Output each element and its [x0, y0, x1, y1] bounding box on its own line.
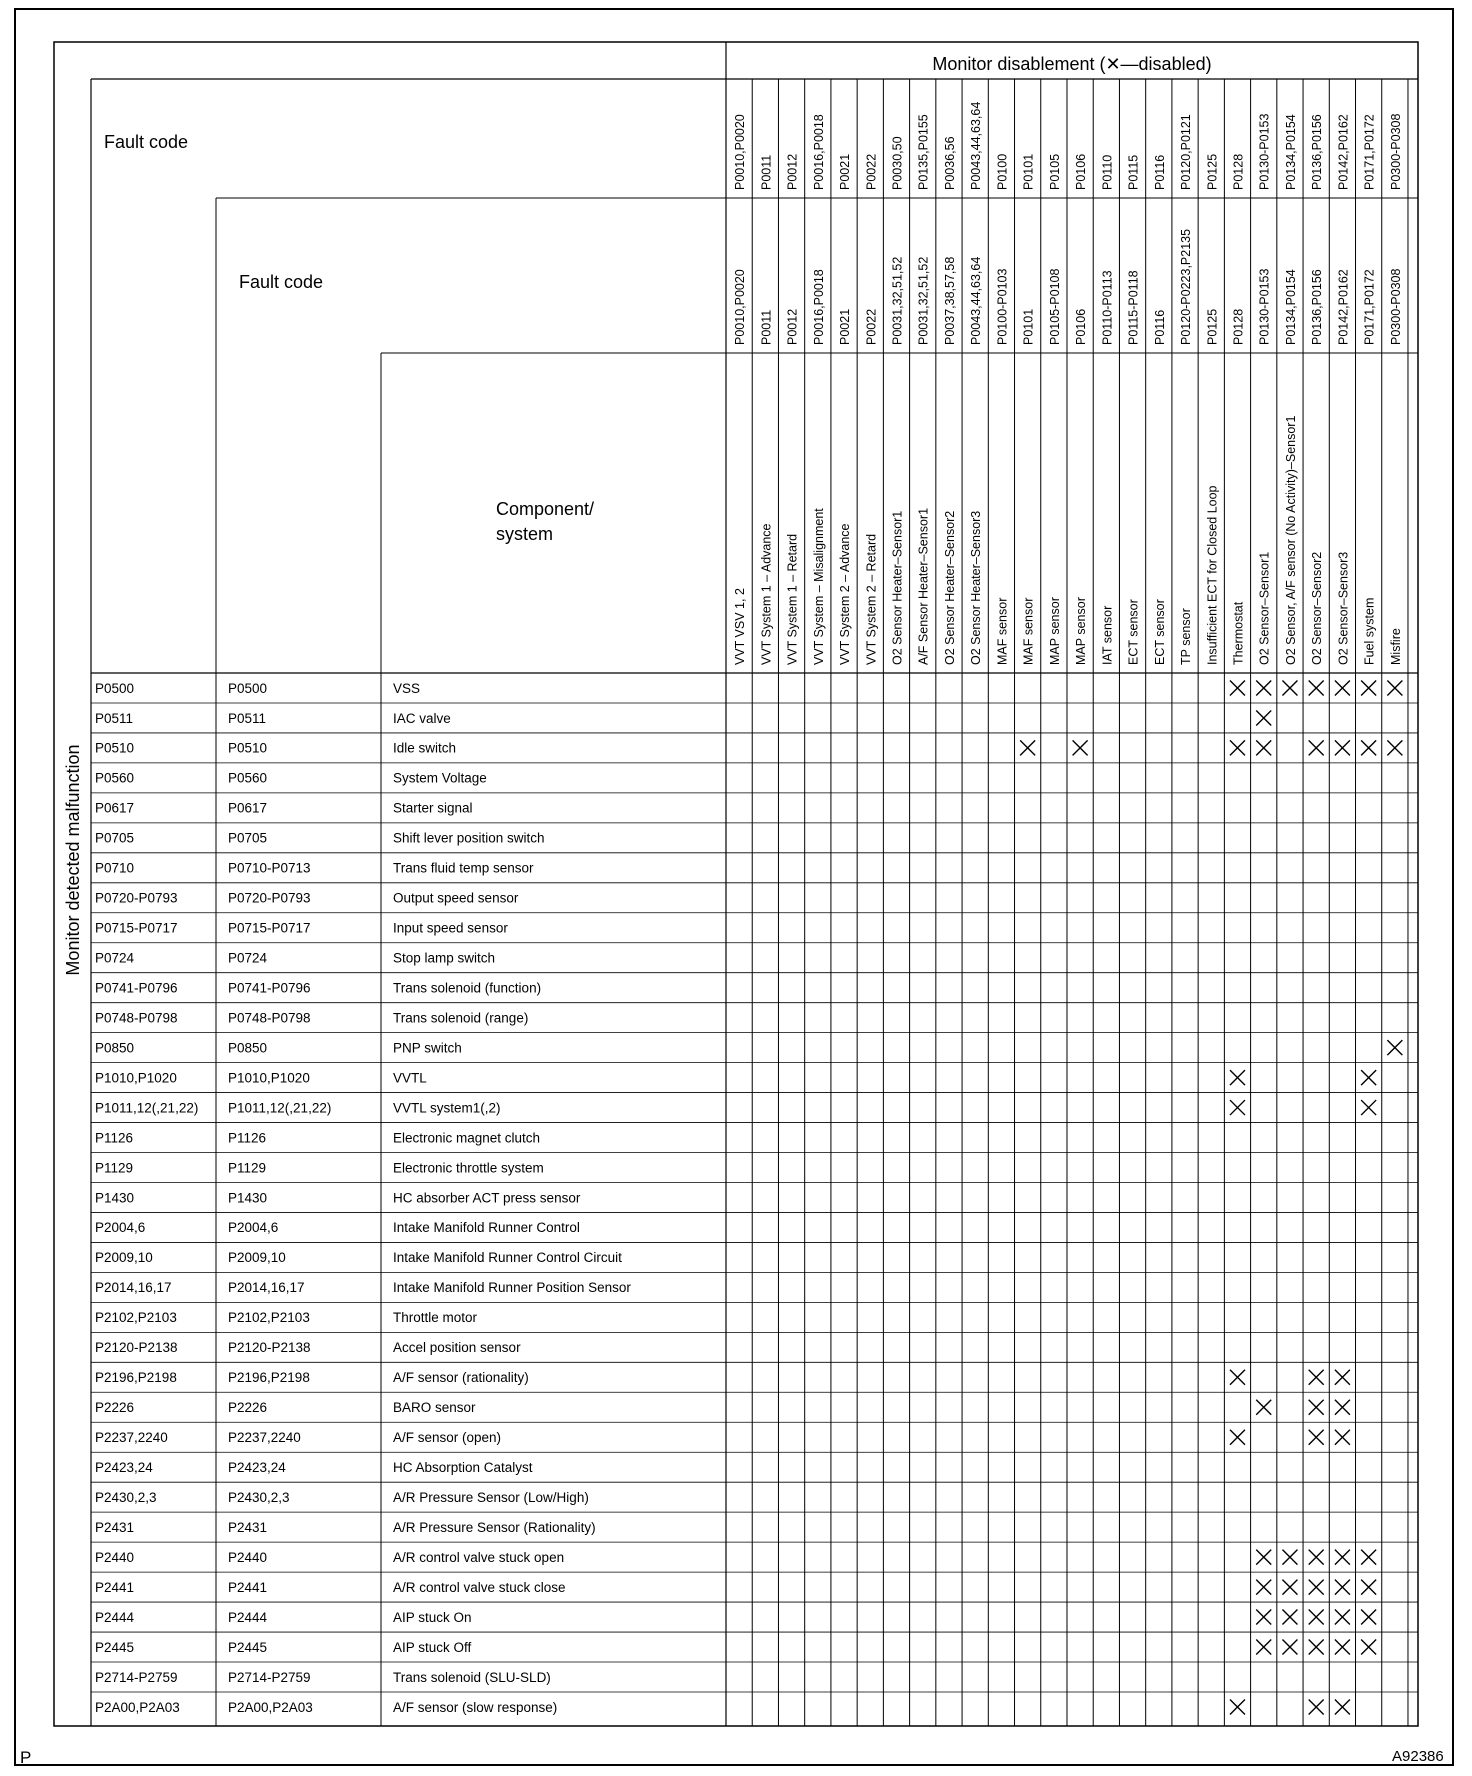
disabled-mark	[1361, 1580, 1376, 1595]
row-component: BARO sensor	[393, 1400, 476, 1416]
column-component-name: VVT VSV 1, 2	[733, 588, 748, 665]
row-component: Throttle motor	[393, 1310, 478, 1326]
column-mid-code: P0128	[1231, 308, 1246, 345]
column-top-code: P0130-P0153	[1257, 113, 1272, 190]
column-component-name: Insufficient ECT for Closed Loop	[1205, 485, 1220, 665]
row-fault-code: P0617	[95, 800, 135, 816]
column-component-name: O2 Sensor Heater–Sensor2	[942, 510, 957, 665]
column-component-name: TP sensor	[1179, 608, 1194, 665]
column-mid-code: P0134,P0154	[1283, 269, 1298, 345]
row-fault-code-detail: P0710-P0713	[228, 860, 311, 876]
row-component: AIP stuck Off	[393, 1639, 472, 1655]
column-component-name: ECT sensor	[1126, 599, 1141, 665]
disabled-mark	[1256, 710, 1271, 725]
column-top-code: P0100	[995, 153, 1010, 190]
disabled-mark	[1282, 680, 1297, 695]
row-component: Trans solenoid (SLU-SLD)	[393, 1669, 551, 1685]
row-component: VSS	[393, 680, 421, 696]
component-system-label-2: system	[496, 524, 554, 544]
column-top-code: P0106	[1074, 153, 1089, 190]
disabled-mark	[1230, 1370, 1245, 1385]
disabled-mark	[1230, 1430, 1245, 1445]
row-component: IAC valve	[393, 710, 451, 726]
row-fault-code-detail: P0705	[228, 830, 268, 846]
disabled-mark	[1361, 1070, 1376, 1085]
row-fault-code: P2441	[95, 1579, 135, 1595]
column-component-name: A/F Sensor Heater–Sensor1	[916, 507, 931, 665]
row-component: Electronic throttle system	[393, 1160, 544, 1176]
row-fault-code: P2004,6	[95, 1220, 146, 1236]
row-fault-code-detail: P1430	[228, 1190, 268, 1206]
row-component: Shift lever position switch	[393, 830, 545, 846]
disabled-mark	[1335, 1580, 1350, 1595]
row-component: Accel position sensor	[393, 1340, 521, 1356]
fault-code-top-label: Fault code	[104, 132, 189, 152]
row-component: Electronic magnet clutch	[393, 1130, 541, 1146]
disabled-mark	[1256, 740, 1271, 755]
row-fault-code: P1126	[95, 1130, 134, 1146]
column-top-code: P0120,P0121	[1179, 114, 1194, 190]
column-mid-code: P0130-P0153	[1257, 268, 1272, 345]
column-mid-code: P0171,P0172	[1362, 269, 1377, 345]
column-mid-code: P0110-P0113	[1100, 270, 1115, 345]
row-fault-code-detail: P0724	[228, 950, 268, 966]
row-fault-code: P2226	[95, 1400, 135, 1416]
column-mid-code: P0115-P0118	[1126, 270, 1141, 345]
column-top-code: P0115	[1126, 154, 1141, 190]
disabled-mark	[1309, 1610, 1324, 1625]
row-fault-code: P1010,P1020	[95, 1070, 177, 1086]
column-top-code: P0043,44,63,64	[969, 101, 984, 190]
disabled-mark	[1073, 740, 1088, 755]
column-component-name: O2 Sensor Heater–Sensor3	[969, 510, 984, 665]
disabled-mark	[1020, 740, 1035, 755]
column-component-name: MAP sensor	[1047, 597, 1062, 665]
disabled-mark	[1309, 1400, 1324, 1415]
column-component-name: Misfire	[1388, 628, 1403, 665]
column-top-code: P0030,50	[890, 136, 905, 190]
disabled-mark	[1361, 680, 1376, 695]
row-fault-code: P2014,16,17	[95, 1280, 172, 1296]
column-component-name: O2 Sensor Heater–Sensor1	[890, 510, 905, 665]
row-fault-code-detail: P2009,10	[228, 1250, 286, 1266]
row-fault-code-detail: P2120-P2138	[228, 1340, 311, 1356]
disabled-mark	[1335, 1430, 1350, 1445]
column-mid-code: P0120-P0223,P2135	[1179, 228, 1194, 345]
row-component: Starter signal	[393, 800, 473, 816]
row-fault-code: P2009,10	[95, 1250, 153, 1266]
disabled-mark	[1230, 1699, 1245, 1714]
column-component-name: IAT sensor	[1100, 605, 1115, 665]
column-top-code: P0021	[838, 153, 853, 190]
disabled-mark	[1256, 1610, 1271, 1625]
column-mid-code: P0031,32,51,52	[890, 256, 905, 345]
disabled-mark	[1256, 680, 1271, 695]
row-fault-code: P0748-P0798	[95, 1010, 178, 1026]
column-top-code: P0010,P0020	[733, 114, 748, 190]
disabled-mark	[1282, 1640, 1297, 1655]
column-component-name: VVT System 1 – Retard	[785, 533, 800, 665]
disabled-mark	[1256, 1550, 1271, 1565]
column-mid-code: P0043,44,63,64	[969, 256, 984, 345]
column-component-name: MAP sensor	[1074, 597, 1089, 665]
column-mid-code: P0105-P0108	[1047, 268, 1062, 345]
row-fault-code: P0710	[95, 860, 135, 876]
row-component: Input speed sensor	[393, 920, 508, 936]
row-component: A/R Pressure Sensor (Low/High)	[393, 1489, 589, 1505]
disabled-mark	[1282, 1580, 1297, 1595]
disabled-mark	[1309, 1699, 1324, 1714]
row-component: A/R control valve stuck close	[393, 1579, 566, 1595]
disabled-mark	[1335, 1400, 1350, 1415]
column-mid-code: P0300-P0308	[1388, 268, 1403, 345]
row-fault-code: P0741-P0796	[95, 980, 178, 996]
column-top-code: P0011	[759, 154, 774, 190]
row-fault-code: P2431	[95, 1519, 135, 1535]
row-fault-code: P0715-P0717	[95, 920, 178, 936]
column-component-name: O2 Sensor–Sensor2	[1310, 551, 1325, 665]
row-component: AIP stuck On	[393, 1609, 472, 1625]
row-fault-code-detail: P2441	[228, 1579, 268, 1595]
row-component: A/F sensor (open)	[393, 1430, 502, 1446]
column-mid-code: P0021	[838, 308, 853, 345]
disabled-mark	[1309, 1580, 1324, 1595]
row-component: A/R control valve stuck open	[393, 1549, 565, 1565]
row-fault-code-detail: P0715-P0717	[228, 920, 311, 936]
disabled-mark	[1335, 740, 1350, 755]
row-component: A/F sensor (rationality)	[393, 1370, 529, 1386]
disabled-mark	[1361, 1610, 1376, 1625]
row-fault-code-detail: P0560	[228, 770, 268, 786]
disabled-mark	[1335, 1550, 1350, 1565]
disabled-mark	[1256, 1580, 1271, 1595]
disabled-mark	[1335, 1610, 1350, 1625]
monitor-disablement-title: Monitor disablement (✕—disabled)	[932, 54, 1212, 74]
row-fault-code-detail: P0720-P0793	[228, 890, 311, 906]
row-component: Stop lamp switch	[393, 950, 496, 966]
row-fault-code-detail: P2445	[228, 1639, 268, 1655]
column-top-code: P0136,P0156	[1310, 114, 1325, 190]
column-mid-code: P0012	[785, 308, 800, 345]
row-fault-code-detail: P1010,P1020	[228, 1070, 310, 1086]
column-top-code: P0101	[1021, 153, 1036, 190]
row-fault-code-detail: P2430,2,3	[228, 1489, 290, 1505]
column-mid-code: P0011	[759, 309, 774, 345]
row-fault-code: P0510	[95, 740, 135, 756]
disabled-mark	[1230, 1070, 1245, 1085]
row-fault-code-detail: P0850	[228, 1040, 268, 1056]
row-fault-code: P0720-P0793	[95, 890, 178, 906]
row-fault-code: P0850	[95, 1040, 135, 1056]
row-fault-code-detail: P2102,P2103	[228, 1310, 310, 1326]
column-top-code: P0116	[1152, 154, 1167, 190]
row-component: Trans solenoid (range)	[393, 1010, 529, 1026]
column-component-name: O2 Sensor–Sensor3	[1336, 551, 1351, 665]
row-component: Intake Manifold Runner Position Sensor	[393, 1280, 631, 1296]
disabled-mark	[1282, 1610, 1297, 1625]
column-mid-code: P0142,P0162	[1336, 269, 1351, 345]
row-fault-code: P2102,P2103	[95, 1310, 177, 1326]
column-mid-code: P0016,P0018	[811, 269, 826, 345]
row-fault-code-detail: P0617	[228, 800, 268, 816]
row-fault-code: P1430	[95, 1190, 135, 1206]
row-fault-code-detail: P2A00,P2A03	[228, 1699, 313, 1715]
row-fault-code-detail: P2014,16,17	[228, 1280, 305, 1296]
disabled-mark	[1309, 1370, 1324, 1385]
row-fault-code-detail: P2444	[228, 1609, 268, 1625]
row-fault-code-detail: P1126	[228, 1130, 267, 1146]
row-fault-code-detail: P1011,12(,21,22)	[228, 1100, 332, 1116]
disabled-mark	[1361, 1640, 1376, 1655]
row-component: System Voltage	[393, 770, 487, 786]
row-fault-code-detail: P0511	[228, 710, 267, 726]
row-fault-code-detail: P2431	[228, 1519, 268, 1535]
disabled-mark	[1387, 680, 1402, 695]
column-mid-code: P0101	[1021, 308, 1036, 345]
row-component: HC Absorption Catalyst	[393, 1460, 533, 1476]
figure-id: A92386	[1392, 1748, 1444, 1765]
column-mid-code: P0136,P0156	[1310, 269, 1325, 345]
column-mid-code: P0100-P0103	[995, 268, 1010, 345]
column-component-name: O2 Sensor–Sensor1	[1257, 551, 1272, 665]
column-component-name: VVT System 1 – Advance	[759, 523, 774, 665]
disabled-mark	[1309, 680, 1324, 695]
row-fault-code: P2A00,P2A03	[95, 1699, 180, 1715]
row-fault-code: P0500	[95, 680, 135, 696]
column-mid-code: P0116	[1152, 309, 1167, 345]
column-top-code: P0300-P0308	[1388, 113, 1403, 190]
disabled-mark	[1309, 740, 1324, 755]
row-fault-code: P1129	[95, 1160, 134, 1176]
row-fault-code: P1011,12(,21,22)	[95, 1100, 199, 1116]
row-fault-code-detail: P2714-P2759	[228, 1669, 311, 1685]
row-component: VVTL	[393, 1070, 427, 1086]
column-component-name: VVT System – Misalignment	[811, 508, 826, 665]
column-top-code: P0142,P0162	[1336, 114, 1351, 190]
disabled-mark	[1230, 740, 1245, 755]
column-mid-code: P0022	[864, 308, 879, 345]
column-mid-code: P0031,32,51,52	[916, 256, 931, 345]
row-fault-code: P2444	[95, 1609, 135, 1625]
row-component: Intake Manifold Runner Control Circuit	[393, 1250, 622, 1266]
disabled-mark	[1335, 1640, 1350, 1655]
row-fault-code: P2120-P2138	[95, 1340, 178, 1356]
row-fault-code-detail: P0741-P0796	[228, 980, 311, 996]
row-fault-code: P0705	[95, 830, 135, 846]
column-component-name: MAF sensor	[995, 597, 1010, 665]
disabled-mark	[1361, 1100, 1376, 1115]
row-fault-code-detail: P0500	[228, 680, 268, 696]
column-component-name: VVT System 2 – Advance	[838, 523, 853, 665]
row-fault-code-detail: P1129	[228, 1160, 267, 1176]
disabled-mark	[1335, 680, 1350, 695]
disabled-mark	[1230, 680, 1245, 695]
column-mid-code: P0010,P0020	[733, 269, 748, 345]
disabled-mark	[1309, 1430, 1324, 1445]
disabled-mark	[1309, 1640, 1324, 1655]
row-group-label: Monitor detected malfunction	[63, 744, 83, 976]
row-fault-code: P2440	[95, 1549, 135, 1565]
column-component-name: O2 Sensor, A/F sensor (No Activity)–Sensor1	[1283, 415, 1298, 665]
row-fault-code-detail: P2440	[228, 1549, 268, 1565]
row-component: HC absorber ACT press sensor	[393, 1190, 581, 1206]
row-fault-code-detail: P2237,2240	[228, 1430, 301, 1446]
row-component: Intake Manifold Runner Control	[393, 1220, 580, 1236]
disabled-mark	[1282, 1550, 1297, 1565]
row-fault-code: P2196,P2198	[95, 1370, 177, 1386]
column-top-code: P0110	[1100, 154, 1115, 190]
row-component: VVTL system1(,2)	[393, 1100, 501, 1116]
row-fault-code: P2423,24	[95, 1460, 153, 1476]
row-fault-code-detail: P2423,24	[228, 1460, 286, 1476]
row-component: Output speed sensor	[393, 890, 519, 906]
column-component-name: VVT System 2 – Retard	[864, 533, 879, 665]
disabled-mark	[1256, 1640, 1271, 1655]
disabled-mark	[1309, 1550, 1324, 1565]
row-component: Trans solenoid (function)	[393, 980, 542, 996]
column-component-name: Fuel system	[1362, 597, 1377, 665]
row-fault-code-detail: P2196,P2198	[228, 1370, 310, 1386]
row-fault-code: P0511	[95, 710, 134, 726]
column-top-code: P0105	[1047, 153, 1062, 190]
column-top-code: P0022	[864, 153, 879, 190]
column-top-code: P0012	[785, 153, 800, 190]
disabled-mark	[1361, 740, 1376, 755]
column-component-name: ECT sensor	[1152, 599, 1167, 665]
column-component-name: MAF sensor	[1021, 597, 1036, 665]
row-fault-code-detail: P0748-P0798	[228, 1010, 311, 1026]
row-fault-code: P0724	[95, 950, 135, 966]
column-component-name: Thermostat	[1231, 601, 1246, 665]
row-component: A/R Pressure Sensor (Rationality)	[393, 1519, 596, 1535]
column-top-code: P0134,P0154	[1283, 114, 1298, 190]
component-system-label: Component/	[496, 499, 595, 519]
column-mid-code: P0125	[1205, 308, 1220, 345]
column-top-code: P0036,56	[942, 136, 957, 190]
fault-code-mid-label: Fault code	[239, 272, 324, 292]
disabled-mark	[1387, 1040, 1402, 1055]
column-top-code: P0135,P0155	[916, 114, 931, 190]
row-fault-code-detail: P2004,6	[228, 1220, 279, 1236]
row-component: A/F sensor (slow response)	[393, 1699, 558, 1715]
column-mid-code: P0037,38,57,58	[942, 256, 957, 345]
row-component: Idle switch	[393, 740, 457, 756]
row-fault-code-detail: P0510	[228, 740, 268, 756]
footer-mark: P	[20, 1748, 32, 1767]
column-mid-code: P0106	[1074, 308, 1089, 345]
disabled-mark	[1335, 1370, 1350, 1385]
row-fault-code: P2237,2240	[95, 1430, 168, 1446]
row-fault-code: P2430,2,3	[95, 1489, 157, 1505]
disabled-mark	[1387, 740, 1402, 755]
disabled-mark	[1335, 1699, 1350, 1714]
row-component: Trans fluid temp sensor	[393, 860, 534, 876]
disabled-mark	[1230, 1100, 1245, 1115]
column-top-code: P0128	[1231, 153, 1246, 190]
row-fault-code: P2714-P2759	[95, 1669, 178, 1685]
row-fault-code-detail: P2226	[228, 1400, 268, 1416]
disabled-mark	[1256, 1400, 1271, 1415]
disabled-mark	[1361, 1550, 1376, 1565]
column-top-code: P0016,P0018	[811, 114, 826, 190]
row-fault-code: P2445	[95, 1639, 135, 1655]
column-top-code: P0125	[1205, 153, 1220, 190]
column-top-code: P0171,P0172	[1362, 114, 1377, 190]
row-fault-code: P0560	[95, 770, 135, 786]
row-component: PNP switch	[393, 1040, 462, 1056]
